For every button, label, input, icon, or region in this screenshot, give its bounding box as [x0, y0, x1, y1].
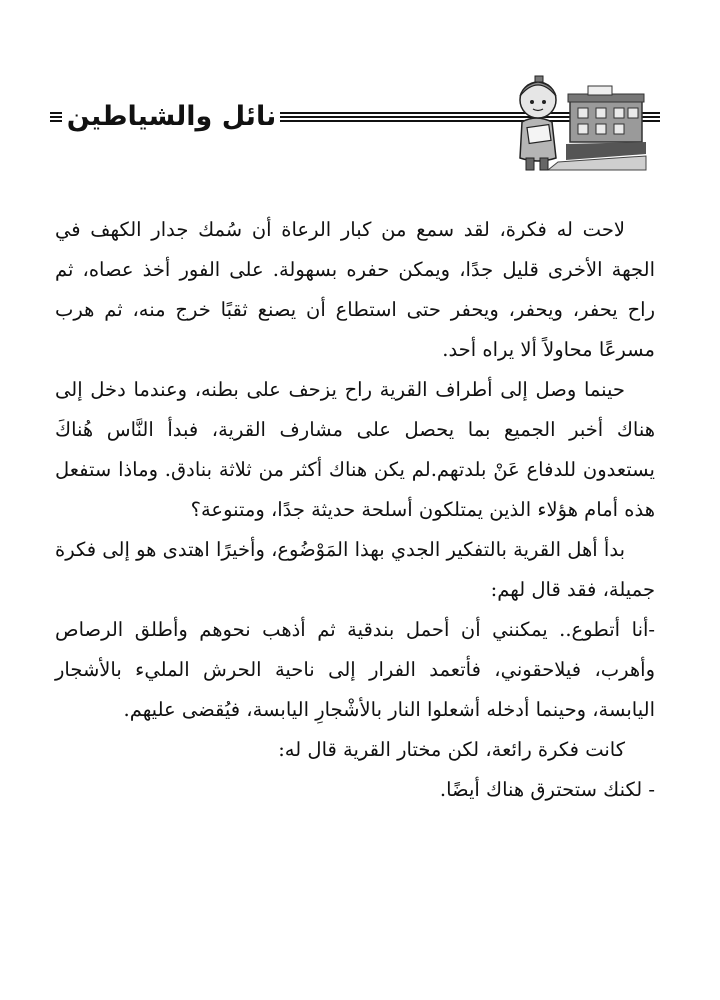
header-rule-left: [50, 112, 62, 122]
paragraph-6: - لكنك ستحترق هناك أيضًا.: [439, 778, 655, 801]
paragraph-4: -أنا أتطوع.. يمكنني أن أحمل بندقية ثم أذهب نحوهم وأطلق الرصاص وأهرب، فيلاحقوني، فأتعمد الفرار إلى ناحية الحرش المليء بالأشجار اليابسة، وحينما أدخله أشعلوا النار بالأشْجارِ اليابسة، فيُقضى عليهم.: [55, 618, 655, 721]
paragraph-3: بدأ أهل القرية بالتفكير الجدي بهذا المَوْضُوع، وأخيرًا اهتدى هو إلى فكرة جميلة، فقد قال لهم:: [55, 538, 655, 601]
story-text: [55, 210, 655, 810]
page-header: [50, 62, 660, 172]
paragraph-5: كانت فكرة رائعة، لكن مختار القرية قال له:: [278, 738, 625, 761]
paragraph-1: لاحت له فكرة، لقد سمع من كبار الرعاة أن سُمك جدار الكهف في الجهة الأخرى قليل جدًا، ويمكن حفره بسهولة. على الفور أخذ عصاه، ثم راح يحفر، ويحفر، ويحفر حتى استطاع أن يصنع ثقبًا خرج منه، ثم هرب مسرعًا محاولاً ألا يراه أحد.: [55, 218, 655, 361]
book-title: نائل والشياطين: [66, 101, 277, 132]
paragraph-2: حينما وصل إلى أطراف القرية راح يزحف على بطنه، وعندما دخل إلى هناك أخبر الجميع بما يحصل على مشارف القرية، فبدأ النَّاس هُناكَ يستعدون للدفاع عَنْ بلدتهم.لم يكن هناك أكثر من ثلاثة بنادق. وماذا ستفعل هذه أمام هؤلاء الذين يمتلكون أسلحة حديثة جدًا، ومتنوعة؟: [55, 378, 655, 521]
boy-reading-near-school-icon: [508, 62, 648, 172]
